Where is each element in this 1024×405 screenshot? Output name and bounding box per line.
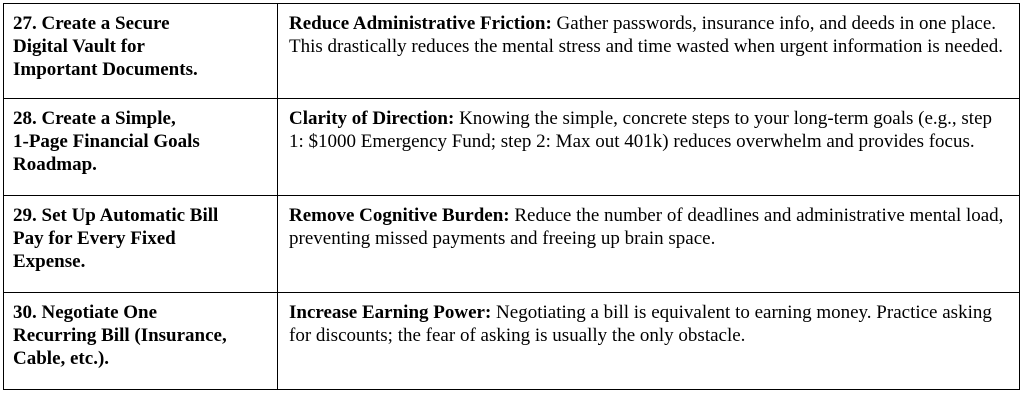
- step-title-line: Recurring Bill (Insurance,: [13, 325, 227, 346]
- benefit-term: Reduce Administrative Friction:: [289, 13, 552, 34]
- step-title-line: Cable, etc.).: [13, 348, 110, 369]
- step-title-cell: [4, 4, 278, 99]
- step-title-cell: [4, 293, 278, 390]
- table-row: [4, 293, 1020, 390]
- step-title-line: 30. Negotiate One: [13, 302, 158, 323]
- benefit-cell: [278, 99, 1020, 196]
- step-title-line: Expense.: [13, 251, 86, 272]
- benefit-text: Reduce the number of deadlines and administrative mental load, preventing missed payments and freeing up brain space.: [289, 205, 1004, 249]
- table-row: [4, 4, 1020, 99]
- step-title-line: 29. Set Up Automatic Bill: [13, 205, 219, 226]
- benefit-term: Clarity of Direction:: [289, 108, 455, 129]
- step-title-line: Digital Vault for: [13, 36, 145, 57]
- step-title-cell: [4, 196, 278, 293]
- step-title-line: Pay for Every Fixed: [13, 228, 176, 249]
- benefit-text: Negotiating a bill is equivalent to earning money. Practice asking for discounts; the fear of asking is usually the only obstacle.: [289, 302, 992, 346]
- benefit-text: Gather passwords, insurance info, and deeds in one place. This drastically reduces the mental stress and time wasted when urgent information is needed.: [289, 13, 1004, 57]
- benefit-cell: [278, 4, 1020, 99]
- benefit-text: Knowing the simple, concrete steps to your long-term goals (e.g., step 1: $1000 Emergency Fund; step 2: Max out 401k) reduces overwhelm and provides focus.: [289, 108, 993, 152]
- benefit-term: Remove Cognitive Burden:: [289, 205, 510, 226]
- table-row: [4, 196, 1020, 293]
- benefit-cell: [278, 293, 1020, 390]
- step-title-line: 27. Create a Secure: [13, 13, 170, 34]
- benefit-term: Increase Earning Power:: [289, 302, 492, 323]
- step-title-cell: [4, 99, 278, 196]
- step-title-line: Roadmap.: [13, 154, 97, 175]
- steps-table: [3, 3, 1020, 390]
- benefit-cell: [278, 196, 1020, 293]
- table-row: [4, 99, 1020, 196]
- step-title-line: 1-Page Financial Goals: [13, 131, 200, 152]
- step-title-line: Important Documents.: [13, 59, 198, 80]
- step-title-line: 28. Create a Simple,: [13, 108, 176, 129]
